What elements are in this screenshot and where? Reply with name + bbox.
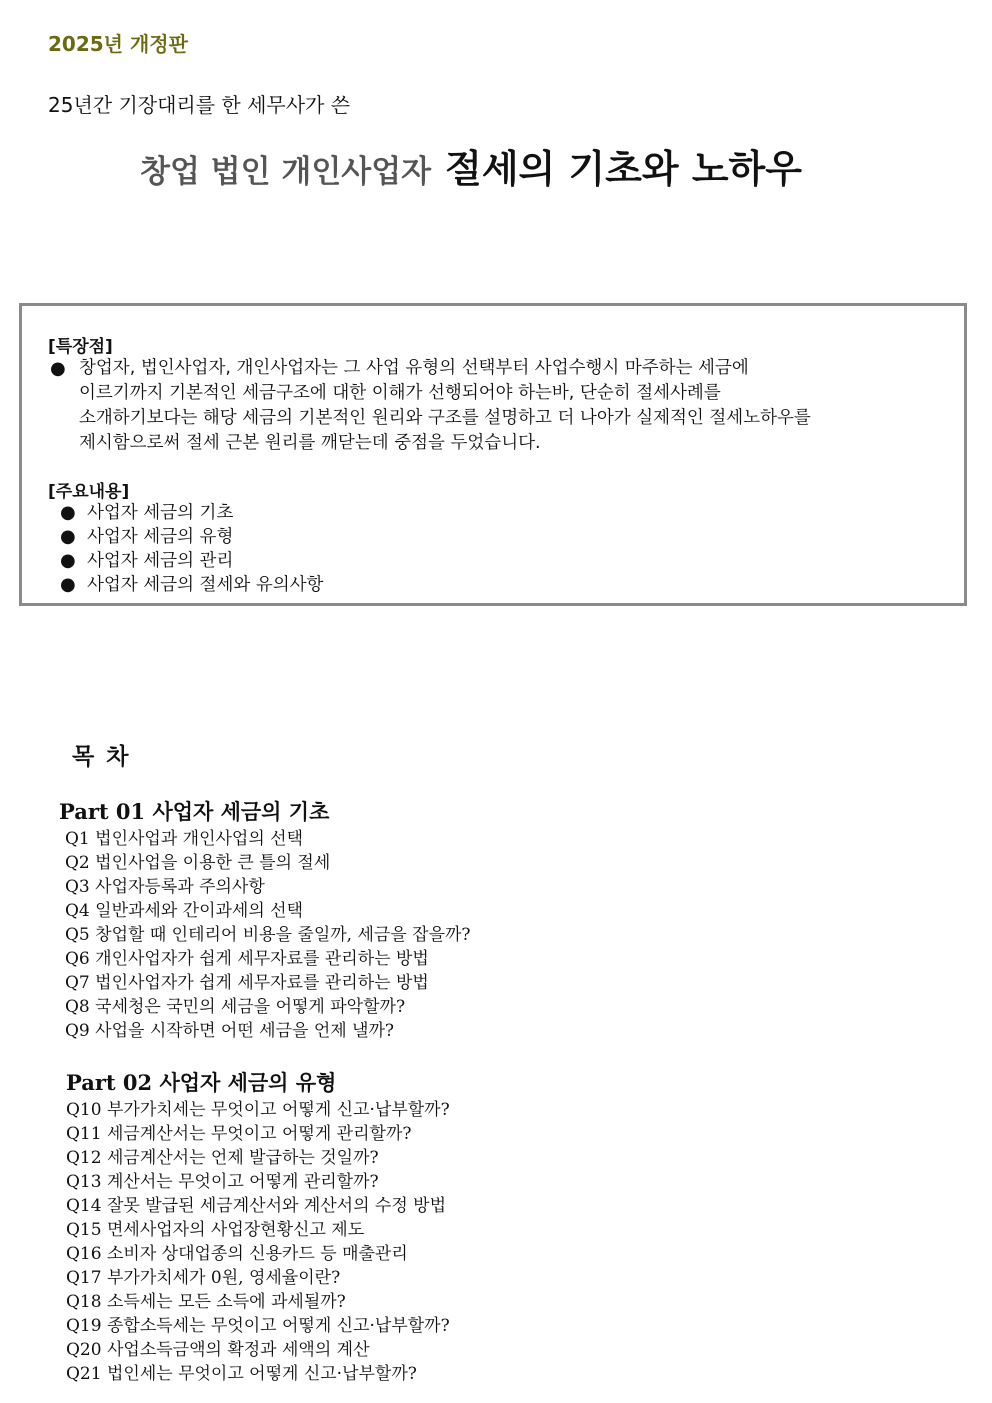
bullet-icon: ● <box>50 358 66 379</box>
toc-part-title: Part 02 사업자 세금의 유형 <box>66 1070 337 1095</box>
toc-item: Q4 일반과세와 간이과세의 선택 <box>65 901 304 921</box>
features-line: 제시함으로써 절세 근본 원리를 깨닫는데 중점을 두었습니다. <box>79 433 541 453</box>
edition-label: 2025년 개정판 <box>48 32 188 56</box>
toc-item: Q9 사업을 시작하면 어떤 세금을 언제 낼까? <box>65 1021 395 1041</box>
toc-item: Q13 계산서는 무엇이고 어떻게 관리할까? <box>66 1172 379 1192</box>
toc-item: Q17 부가가치세가 0원, 영세율이란? <box>66 1268 341 1288</box>
summary-box <box>19 303 967 606</box>
main-contents-item <box>60 501 323 525</box>
toc-item: Q8 국세청은 국민의 세금을 어떻게 파악할까? <box>65 997 406 1017</box>
bullet-icon: ● <box>60 526 76 547</box>
main-contents-list <box>60 501 323 597</box>
book-subtitle: 25년간 기장대리를 한 세무사가 쓴 <box>48 93 351 117</box>
book-title <box>140 138 802 193</box>
book-title-main: 절세의 기초와 노하우 <box>445 147 802 191</box>
toc-item: Q19 종합소득세는 무엇이고 어떻게 신고·납부할까? <box>66 1316 450 1336</box>
main-contents-item <box>60 573 323 597</box>
features-text <box>79 356 961 456</box>
toc-item: Q5 창업할 때 인테리어 비용을 줄일까, 세금을 잡을까? <box>65 925 471 945</box>
features-heading: [특장점] <box>48 337 113 357</box>
toc-item: Q21 법인세는 무엇이고 어떻게 신고·납부할까? <box>66 1364 417 1384</box>
main-contents-item-label: 사업자 세금의 관리 <box>87 551 234 571</box>
bullet-icon: ● <box>60 502 76 523</box>
toc-item: Q7 법인사업자가 쉽게 세무자료를 관리하는 방법 <box>65 973 429 993</box>
bullet-icon: ● <box>60 574 76 595</box>
bullet-icon: ● <box>60 550 76 571</box>
toc-part-title: Part 01 사업자 세금의 기초 <box>59 799 330 824</box>
toc-part-02 <box>66 1068 450 1386</box>
toc-item: Q1 법인사업과 개인사업의 선택 <box>65 829 304 849</box>
toc-part-01 <box>59 797 471 1043</box>
toc-item-list <box>66 1098 450 1386</box>
toc-item: Q3 사업자등록과 주의사항 <box>65 877 265 897</box>
toc-item: Q14 잘못 발급된 세금계산서와 계산서의 수정 방법 <box>66 1196 447 1216</box>
toc-item: Q20 사업소득금액의 확정과 세액의 계산 <box>66 1340 370 1360</box>
toc-item: Q6 개인사업자가 쉽게 세무자료를 관리하는 방법 <box>65 949 429 969</box>
main-contents-item-label: 사업자 세금의 유형 <box>87 527 234 547</box>
toc-item: Q10 부가가치세는 무엇이고 어떻게 신고·납부할까? <box>66 1100 450 1120</box>
main-contents-item-label: 사업자 세금의 기초 <box>87 503 234 523</box>
features-line: 이르기까지 기본적인 세금구조에 대한 이해가 선행되어야 하는바, 단순히 절세사례를 <box>79 383 721 403</box>
main-contents-heading: [주요내용] <box>48 482 130 502</box>
main-contents-item <box>60 525 323 549</box>
toc-item: Q18 소득세는 모든 소득에 과세될까? <box>66 1292 346 1312</box>
features-line: 소개하기보다는 해당 세금의 기본적인 원리와 구조를 설명하고 더 나아가 실제적인 절세노하우를 <box>79 408 811 428</box>
toc-heading: 목차 <box>72 744 141 770</box>
book-title-prefix: 창업 법인 개인사업자 <box>140 154 432 190</box>
toc-item: Q16 소비자 상대업종의 신용카드 등 매출관리 <box>66 1244 408 1264</box>
main-contents-item <box>60 549 323 573</box>
features-line: 창업자, 법인사업자, 개인사업자는 그 사업 유형의 선택부터 사업수행시 마주하는 세금에 <box>79 358 749 378</box>
toc-item: Q2 법인사업을 이용한 큰 틀의 절세 <box>65 853 331 873</box>
toc-item-list <box>59 827 471 1043</box>
main-contents-item-label: 사업자 세금의 절세와 유의사항 <box>87 575 324 595</box>
toc-item: Q12 세금계산서는 언제 발급하는 것일까? <box>66 1148 379 1168</box>
toc-item: Q11 세금계산서는 무엇이고 어떻게 관리할까? <box>66 1124 412 1144</box>
toc-item: Q15 면세사업자의 사업장현황신고 제도 <box>66 1220 365 1240</box>
